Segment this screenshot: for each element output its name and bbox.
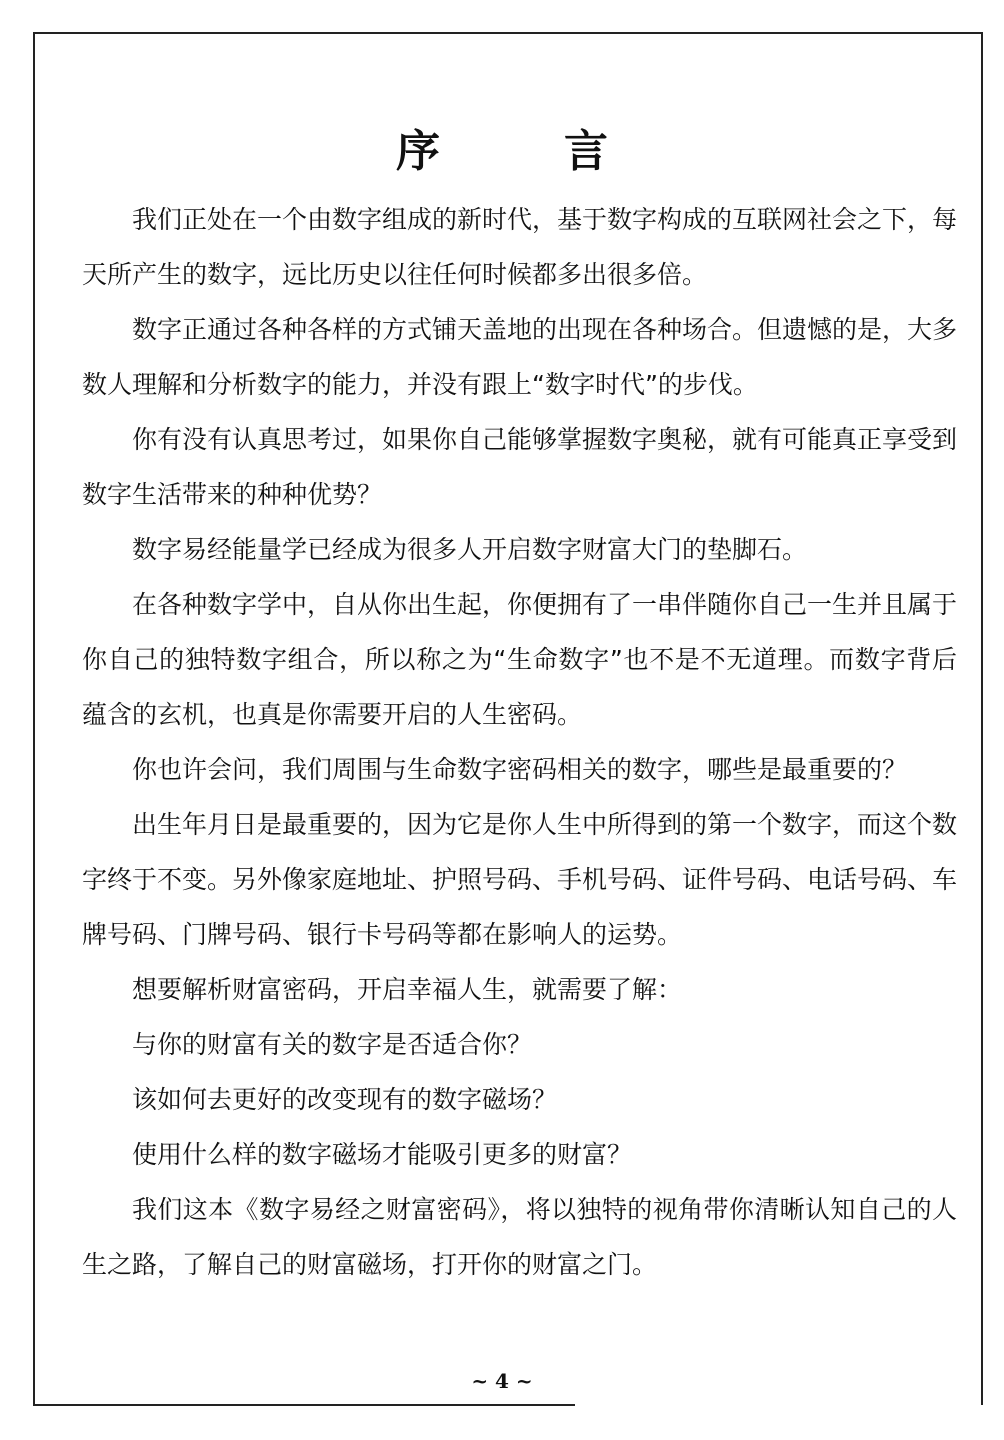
paragraph: 使用什么样的数字磁场才能吸引更多的财富？: [132, 1140, 633, 1169]
paragraph: 数字正通过各种各样的方式铺天盖地的出现在各种场合。但遗憾的是，大多数人理解和分析数字的能力，并没有跟上“数字时代”的步伐。: [82, 315, 958, 399]
paragraph: 我们正处在一个由数字组成的新时代，基于数字构成的互联网社会之下，每天所产生的数字，远比历史以往任何时候都多出很多倍。: [82, 205, 958, 289]
paragraph: 该如何去更好的改变现有的数字磁场？: [132, 1085, 558, 1114]
paragraph: 数字易经能量学已经成为很多人开启数字财富大门的垫脚石。: [132, 535, 808, 564]
paragraph: 与你的财富有关的数字是否适合你？: [132, 1030, 533, 1059]
paragraph: 在各种数字学中，自从你出生起，你便拥有了一串伴随你自己一生并且属于你自己的独特数字组合，所以称之为“生命数字”也不是不无道理。而数字背后蕴含的玄机，也真是你需要开启的人生密码。: [82, 590, 958, 729]
paragraph: 我们这本《数字易经之财富密码》，将以独特的视角带你清晰认知自己的人生之路，了解自己的财富磁场，打开你的财富之门。: [82, 1195, 957, 1279]
paragraph: 想要解析财富密码，开启幸福人生，就需要了解：: [132, 975, 683, 1004]
page-title: 序 言: [396, 126, 648, 177]
paragraph: 你有没有认真思考过，如果你自己能够掌握数字奥秘，就有可能真正享受到数字生活带来的种种优势？: [82, 425, 958, 509]
preface-body: [82, 192, 957, 1292]
page-number: ~ 4 ~: [471, 1369, 533, 1393]
bottom-rule: [33, 1404, 575, 1406]
paragraph: 出生年月日是最重要的，因为它是你人生中所得到的第一个数字，而这个数字终于不变。另外像家庭地址、护照号码、手机号码、证件号码、电话号码、车牌号码、门牌号码、银行卡号码等都在影响人的运势。: [82, 810, 958, 949]
paragraph: 你也许会问，我们周围与生命数字密码相关的数字，哪些是最重要的？: [132, 755, 908, 784]
